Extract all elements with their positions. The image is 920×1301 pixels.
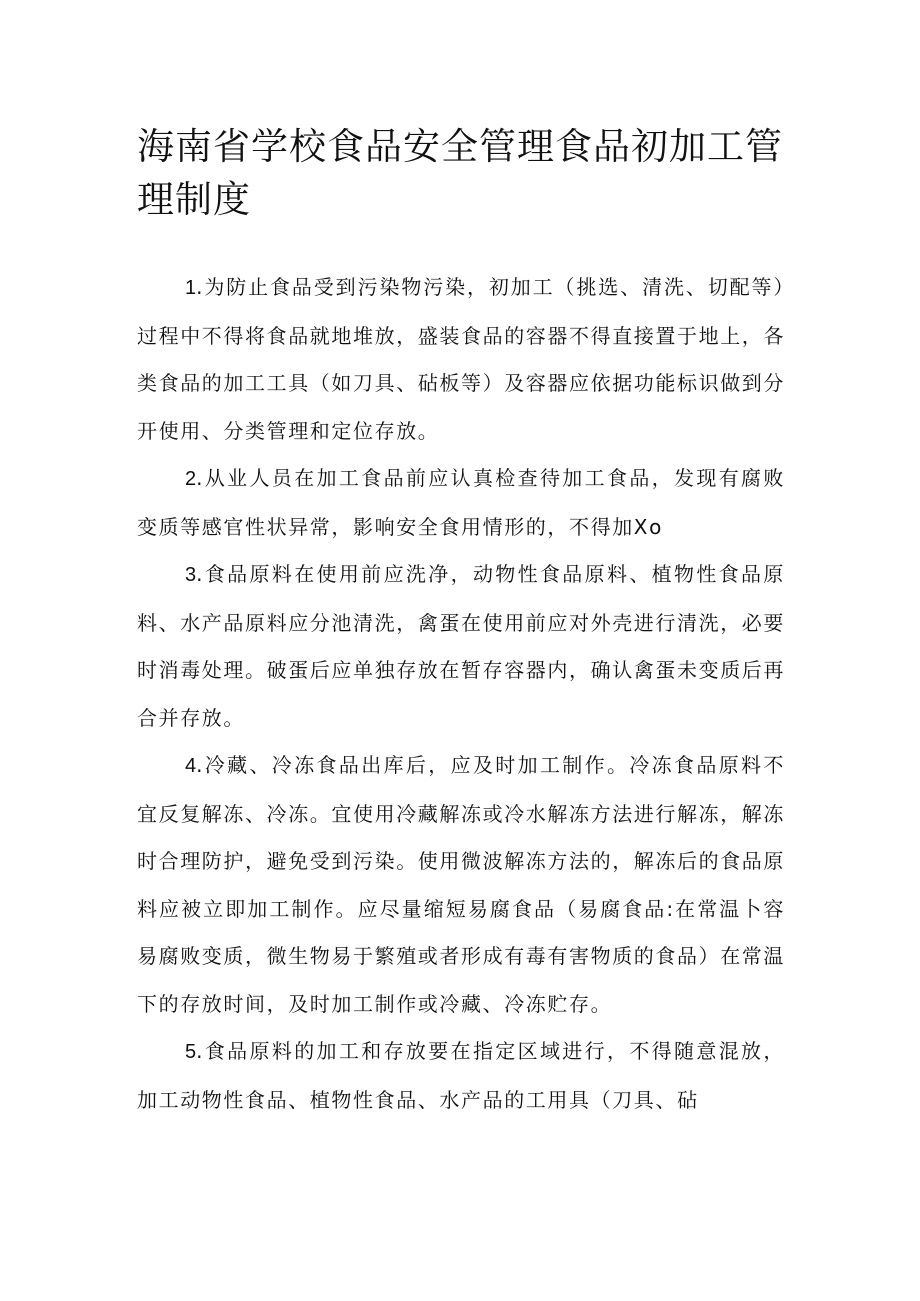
paragraph-5	[137, 1028, 785, 1124]
paragraph-3	[137, 551, 785, 742]
paragraph-number: 2	[185, 468, 197, 490]
paragraph-text: .食品原料在使用前应洗净，动物性食品原料、植物性食品原料、水产品原料应分池清洗，禽蛋在使用前应对外壳进行清洗，必要时消毒处理。破蛋后应单独存放在暂存容器内，确认禽蛋未变质后再合并存放。	[137, 562, 785, 730]
paragraph-text: .冷藏、冷冻食品出库后，应及时加工制作。冷冻食品原料不宜反复解冻、冷冻。宜使用冷藏解冻或冷水解冻方法进行解冻，解冻时合理防护，避免受到污染。使用微波解冻方法的，解冻后的食品原料应被立即加工制作。应尽量缩短易腐食品（易腐食品:在常温卜容易腐败变质，微生物易于繁殖或者形成有毒有害物质的食品）在常温下的存放时间，及时加工制作或冷藏、冷冻贮存。	[137, 753, 785, 1016]
document-body	[137, 264, 785, 1124]
paragraph-1	[137, 264, 785, 455]
document-title: 海南省学校食品安全管理食品初加工管理制度	[137, 125, 783, 221]
paragraph-number: 4	[185, 755, 197, 777]
paragraph-text: .为防止食品受到污染物污染，初加工（挑选、清洗、切配等）过程中不得将食品就地堆放，盛装食品的容器不得直接置于地上，各类食品的加工工具（如刀具、砧板等）及容器应依据功能标识做到分开使用、分类管理和定位存放。	[137, 275, 785, 443]
paragraph-2	[137, 455, 785, 551]
paragraph-number: 3	[185, 564, 197, 586]
paragraph-number: 1	[185, 277, 197, 299]
paragraph-number: 5	[185, 1041, 197, 1063]
paragraph-text: .食品原料的加工和存放要在指定区域进行，不得随意混放，加工动物性食品、植物性食品、水产品的工用具（刀具、砧	[137, 1039, 785, 1112]
paragraph-4	[137, 742, 785, 1028]
paragraph-text: .从业人员在加工食品前应认真检查待加工食品，发现有腐败变质等感官性状异常，影响安全食用情形的，不得加Xo	[137, 466, 785, 539]
